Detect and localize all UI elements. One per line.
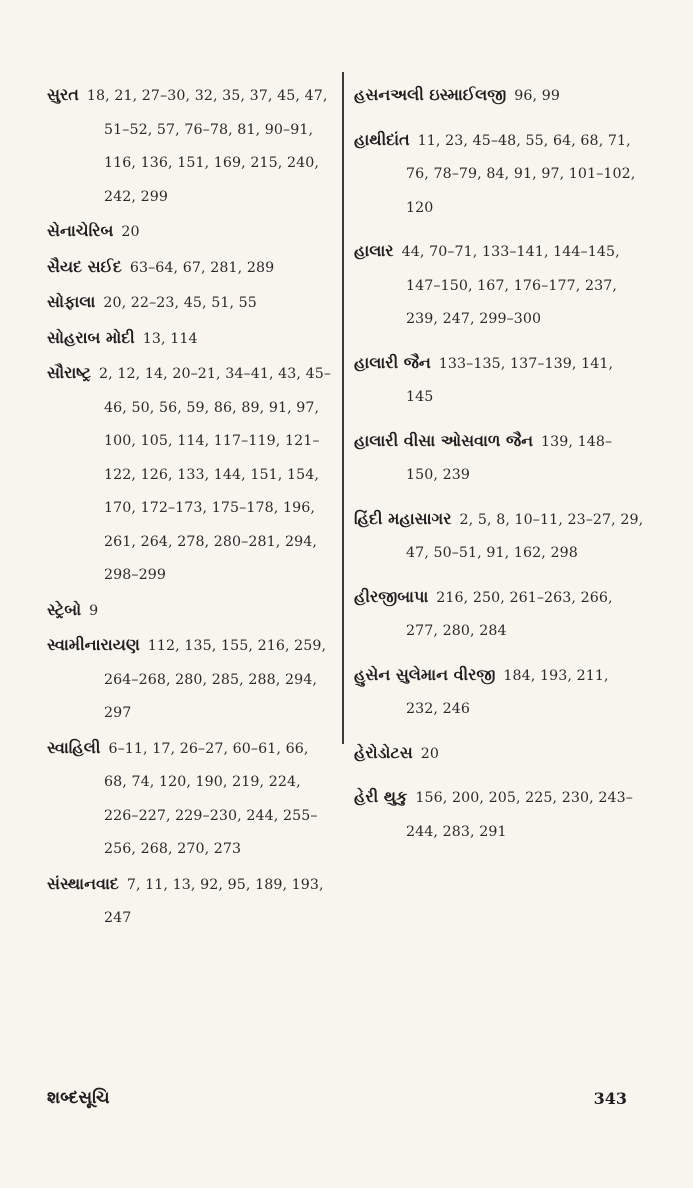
index-term: હાલાર bbox=[354, 241, 394, 260]
index-entry bbox=[354, 658, 644, 727]
index-entry bbox=[47, 356, 333, 593]
index-pages: 156, 200, 205, 225, 230, 243–244, 283, 291 bbox=[406, 790, 633, 840]
index-pages: 2, 12, 14, 20–21, 34–41, 43, 45–46, 50, 56, 59, 86, 89, 91, 97, 100, 105, 114, 117–119, 121–122, 126, 133, 144, 151, 154, 170, 172–173, 175–178, 196, 261, 264, 278, 280–281, 294, 298–299 bbox=[99, 366, 332, 583]
index-term: હાથીદાંત bbox=[354, 129, 410, 149]
index-term: સ્ટ્રેબો bbox=[47, 599, 82, 619]
index-pages: 20 bbox=[121, 224, 140, 240]
index-pages: 13, 114 bbox=[142, 330, 198, 347]
index-pages: 112, 135, 155, 216, 259, 264–268, 280, 285, 288, 294, 297 bbox=[104, 638, 327, 721]
index-entry bbox=[47, 250, 333, 286]
index-term: હાલારી જૈન bbox=[354, 352, 431, 372]
index-pages: 63–64, 67, 281, 289 bbox=[129, 259, 275, 276]
index-pages: 96, 99 bbox=[514, 88, 560, 104]
index-pages: 20 bbox=[420, 745, 439, 762]
index-term: સૌરાષ્ટ્ર bbox=[47, 363, 92, 382]
index-term: સંસ્થાનવાદ bbox=[47, 873, 119, 893]
index-pages: 133–135, 137–139, 141, 145 bbox=[406, 355, 614, 405]
index-term: હસનઅલી ઇસ્માઈલજી bbox=[354, 85, 507, 104]
index-entry bbox=[354, 580, 644, 649]
index-pages: 2, 5, 8, 10–11, 23–27, 29, 47, 50–51, 91, 162, 298 bbox=[406, 511, 644, 561]
index-entry bbox=[354, 424, 644, 493]
index-pages: 184, 193, 211, 232, 246 bbox=[406, 667, 609, 717]
index-entry bbox=[47, 628, 333, 731]
footer-section-title: શબ્દસૂચિ bbox=[47, 1088, 110, 1108]
index-pages: 11, 23, 45–48, 55, 64, 68, 71, 76, 78–79, 84, 91, 97, 101–102, 120 bbox=[406, 132, 636, 216]
index-term: હાલારી વીસા ઓસવાળ જૈન bbox=[354, 430, 534, 450]
index-entry bbox=[47, 285, 333, 321]
index-term: હુસેન સુલેમાન વીરજી bbox=[354, 664, 496, 684]
index-entry bbox=[47, 593, 333, 629]
index-term: સુરત bbox=[47, 85, 79, 104]
index-column-right bbox=[354, 78, 644, 858]
index-pages: 18, 21, 27–30, 32, 35, 37, 45, 47, 51–52, 57, 76–78, 81, 90–91, 116, 136, 151, 169, 215, 240, 242, 299 bbox=[86, 88, 328, 205]
index-entry bbox=[354, 780, 644, 849]
index-term: હેરી થુકુ bbox=[354, 787, 408, 806]
index-pages: 216, 250, 261–263, 266, 277, 280, 284 bbox=[406, 589, 613, 639]
index-entry bbox=[47, 321, 333, 357]
index-pages: 44, 70–71, 133–141, 144–145, 147–150, 167, 176–177, 237, 239, 247, 299–300 bbox=[401, 244, 620, 327]
index-term: હેરોડોટસ bbox=[354, 742, 413, 762]
index-term: સેનાચેરિબ bbox=[47, 221, 114, 240]
index-term: સ્વામીનારાયણ bbox=[47, 635, 140, 654]
column-divider bbox=[342, 72, 344, 744]
index-term: સોફાલા bbox=[47, 292, 96, 311]
page-number: 343 bbox=[593, 1089, 627, 1108]
index-term: સ્વાહિલી bbox=[47, 737, 101, 757]
index-term: હીરજીબાપા bbox=[354, 586, 429, 606]
index-entry bbox=[47, 731, 333, 867]
index-entry bbox=[354, 736, 644, 772]
index-pages: 6–11, 17, 26–27, 60–61, 66, 68, 74, 120, 190, 219, 224, 226–227, 229–230, 244, 255–256, 268, 270, 273 bbox=[104, 740, 318, 857]
index-entry bbox=[354, 123, 644, 226]
index-pages: 20, 22–23, 45, 51, 55 bbox=[103, 295, 257, 311]
index-entry bbox=[47, 78, 333, 214]
index-pages: 7, 11, 13, 92, 95, 189, 193, 247 bbox=[104, 876, 324, 926]
index-term: સોહરાબ મોદી bbox=[47, 327, 135, 347]
index-pages: 139, 148–150, 239 bbox=[406, 433, 613, 483]
index-entry bbox=[354, 346, 644, 415]
index-entry bbox=[47, 867, 333, 936]
index-entry bbox=[354, 78, 644, 114]
index-entry bbox=[354, 234, 644, 337]
index-entry bbox=[354, 502, 644, 571]
index-entry bbox=[47, 214, 333, 250]
index-pages: 9 bbox=[89, 602, 99, 619]
index-term: સૈયદ સઈદ bbox=[47, 256, 122, 276]
index-term: હિંદી મહાસાગર bbox=[354, 508, 452, 528]
index-column-left bbox=[47, 78, 333, 936]
